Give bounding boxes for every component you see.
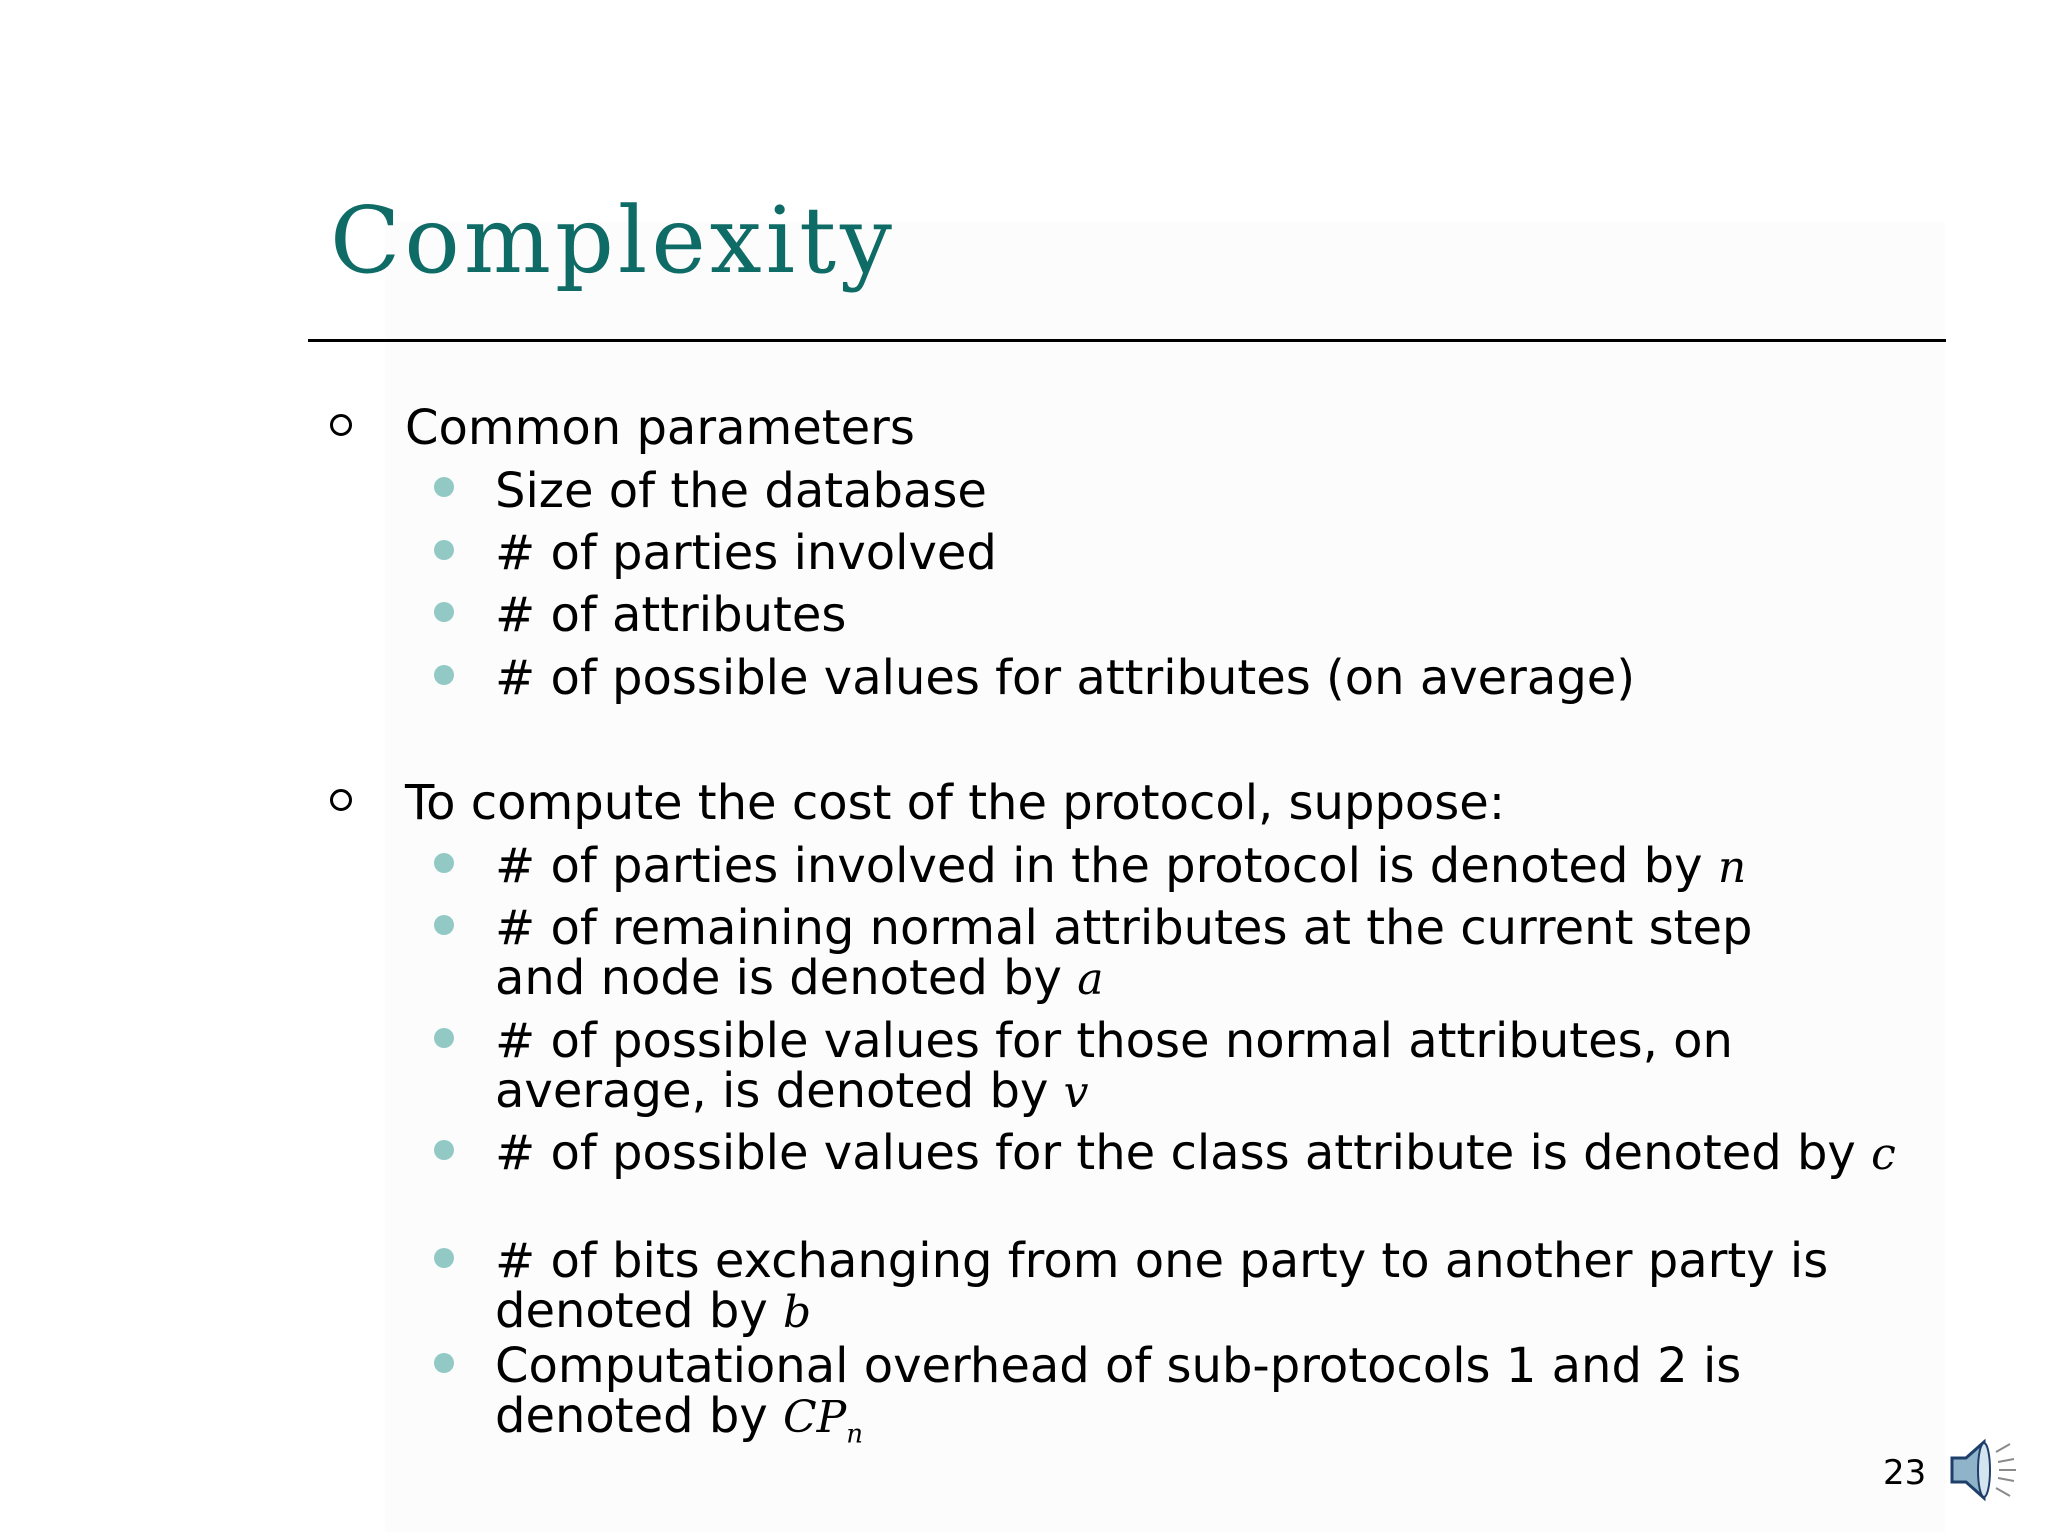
list-item-text: # of remaining normal attributes at the current step and node is denoted by: [495, 900, 1753, 1006]
bullet-dot-icon: [434, 1248, 454, 1268]
slide-title: Complexity: [330, 187, 897, 294]
list-item-text: # of possible values for the class attribute is denoted by: [495, 1125, 1872, 1181]
list-item: [495, 1338, 1845, 1460]
list-item: # of parties involved: [495, 525, 997, 581]
list-item-text: # of parties involved in the protocol is denoted by: [495, 838, 1718, 894]
bullet-dot-icon: [434, 540, 454, 560]
page-number: 23: [1883, 1453, 1927, 1493]
list-item-text: Computational overhead of sub-protocols 1 and 2 is denoted by: [495, 1338, 1742, 1444]
math-symbol: c: [1871, 1129, 1896, 1180]
bullet-dot-icon: [434, 665, 454, 685]
list-item: [495, 900, 1845, 1006]
bullet-dot-icon: [434, 1353, 454, 1373]
math-symbol: b: [783, 1287, 812, 1338]
list-item: [495, 838, 1935, 894]
section-heading-common-parameters: Common parameters: [405, 400, 915, 456]
list-item: # of possible values for attributes (on average): [495, 650, 1636, 706]
math-symbol: v: [1063, 1067, 1089, 1118]
list-item: [495, 1013, 1845, 1119]
list-item: [495, 1125, 1935, 1181]
math-symbol: n: [1717, 842, 1747, 893]
math-symbol: CP: [783, 1392, 847, 1443]
list-item: # of attributes: [495, 587, 847, 643]
speaker-icon[interactable]: [1948, 1432, 2018, 1508]
math-symbol: a: [1077, 954, 1104, 1005]
list-item: Size of the database: [495, 463, 987, 519]
bullet-dot-icon: [434, 602, 454, 622]
bullet-dot-icon: [434, 853, 454, 873]
math-subscript: n: [846, 1419, 864, 1450]
title-divider: [308, 339, 1946, 342]
list-item-text: # of possible values for those normal attributes, on average, is denoted by: [495, 1013, 1733, 1119]
bullet-dot-icon: [434, 915, 454, 935]
bullet-dot-icon: [434, 477, 454, 497]
bullet-dot-icon: [434, 1140, 454, 1160]
bullet-dot-icon: [434, 1028, 454, 1048]
hollow-bullet-icon: [330, 789, 352, 811]
section-heading-cost-protocol: To compute the cost of the protocol, suppose:: [405, 775, 1505, 831]
list-item-text: # of bits exchanging from one party to another party is denoted by: [495, 1233, 1829, 1339]
hollow-bullet-icon: [330, 414, 352, 436]
list-item: [495, 1233, 1915, 1339]
